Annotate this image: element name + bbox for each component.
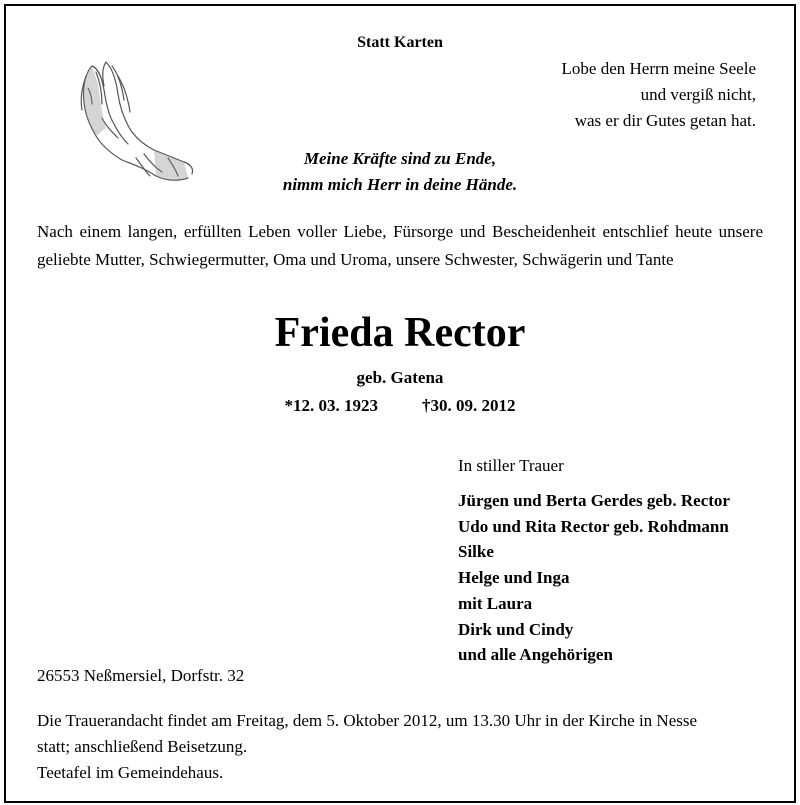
service-line-1: Die Trauerandacht findet am Freitag, dem 5. Oktober 2012, um 13.30 Uhr in der Kirche in Nesse xyxy=(37,711,698,730)
psalm-quote xyxy=(562,56,756,134)
intro-paragraph: Nach einem langen, erfüllten Leben voller Liebe, Fürsorge und Bescheidenheit entschlief heute unsere geliebte Mutter, Schwiegermutter, Oma und Uroma, unsere Schwester, Schwägerin und Tante xyxy=(37,222,763,269)
mourner-line: und alle Angehörigen xyxy=(458,645,613,665)
mourners-list xyxy=(458,488,730,668)
mourner-line: Silke xyxy=(458,542,494,562)
psalm-line-1: Lobe den Herrn meine Seele xyxy=(561,59,756,78)
notice-header: Statt Karten xyxy=(357,34,443,51)
address: 26553 Neßmersiel, Dorfstr. 32 xyxy=(37,666,245,685)
deceased-name: Frieda Rector xyxy=(274,310,526,356)
death-date: †30. 09. 2012 xyxy=(422,396,516,415)
mourner-line: Dirk und Cindy xyxy=(458,619,574,639)
birth-date: *12. 03. 1923 xyxy=(284,396,378,415)
psalm-line-3: was er dir Gutes getan hat. xyxy=(574,111,756,130)
mourner-line: Udo und Rita Rector geb. Rohdmann xyxy=(458,516,729,536)
mourning-intro: In stiller Trauer xyxy=(458,456,564,475)
verse-line-1: Meine Kräfte sind zu Ende, xyxy=(303,149,497,168)
verse-line-2: nimm mich Herr in deine Hände. xyxy=(282,175,518,194)
service-line-2: statt; anschließend Beisetzung. xyxy=(37,737,248,756)
mourner-line: mit Laura xyxy=(458,593,533,613)
service-info xyxy=(37,708,763,786)
psalm-line-2: und vergiß nicht, xyxy=(640,85,756,104)
maiden-name: geb. Gatena xyxy=(356,368,444,387)
life-dates xyxy=(6,396,794,416)
verse-quote xyxy=(6,146,794,198)
obituary-notice xyxy=(4,4,796,803)
mourner-line: Helge und Inga xyxy=(458,568,570,588)
mourner-line: Jürgen und Berta Gerdes geb. Rector xyxy=(458,491,730,510)
service-line-3: Teetafel im Gemeindehaus. xyxy=(37,763,224,782)
